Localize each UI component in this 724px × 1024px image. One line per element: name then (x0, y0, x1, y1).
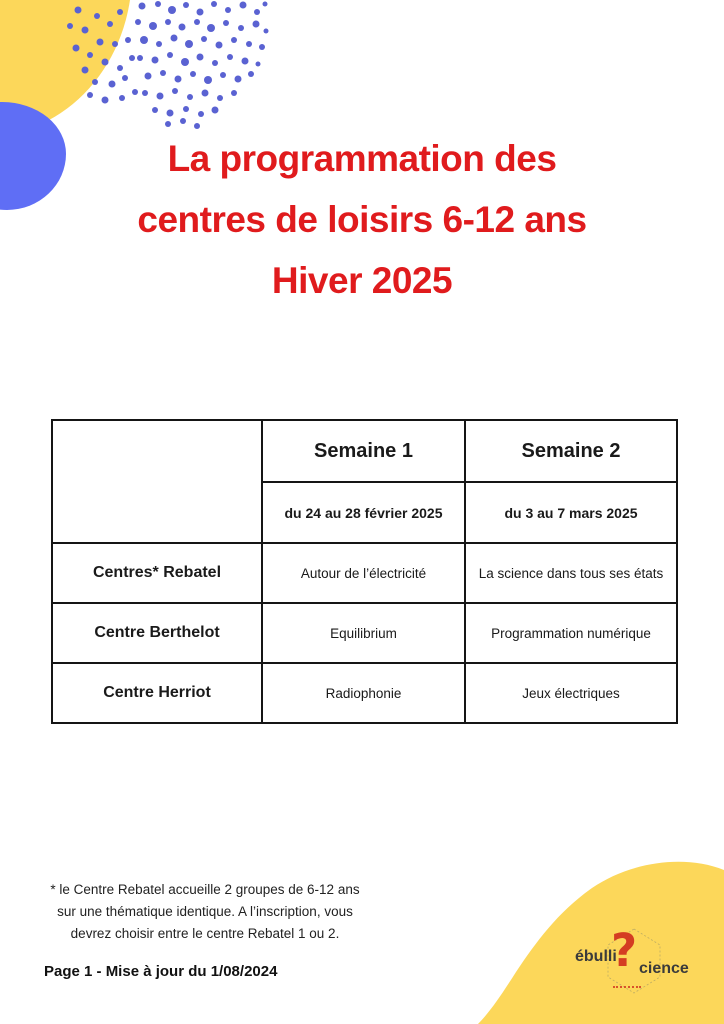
center-name: Centre Berthelot (52, 603, 262, 663)
activity-week2: La science dans tous ses états (465, 543, 677, 603)
activity-week2: Jeux électriques (465, 663, 677, 723)
ebulliscience-logo (575, 926, 705, 996)
logo-text-cience: cience (639, 960, 689, 977)
page-info: Page 1 - Mise à jour du 1/08/2024 (44, 963, 278, 980)
table-header-row-weeks (52, 420, 677, 482)
table-row-herriot (52, 663, 677, 723)
question-mark-icon: ? (611, 924, 638, 977)
table-row-berthelot (52, 603, 677, 663)
table-corner-cell (52, 420, 262, 543)
week-1-dates: du 24 au 28 février 2025 (262, 482, 465, 543)
footnote-line-3: devrez choisir entre le centre Rebatel 1 ou 2. (70, 926, 340, 941)
page-title (0, 128, 724, 311)
week-2-dates: du 3 au 7 mars 2025 (465, 482, 677, 543)
logo-text-ebulli: ébulli (575, 948, 617, 965)
activity-week1: Equilibrium (262, 603, 465, 663)
table-row-rebatel (52, 543, 677, 603)
page-title-line-3: Hiver 2025 (271, 260, 453, 301)
activity-week1: Radiophonie (262, 663, 465, 723)
schedule-table-container (51, 419, 678, 724)
footnote-line-2: sur une thématique identique. A l’inscription, vous (57, 904, 353, 919)
page-title-line-1: La programmation des (167, 138, 557, 179)
week-1-header: Semaine 1 (262, 420, 465, 482)
schedule-table (51, 419, 678, 724)
page-title-line-2: centres de loisirs 6-12 ans (137, 199, 587, 240)
activity-week1: Autour de l’électricité (262, 543, 465, 603)
center-name: Centre Herriot (52, 663, 262, 723)
activity-week2: Programmation numérique (465, 603, 677, 663)
center-name: Centres* Rebatel (52, 543, 262, 603)
footnote (42, 879, 368, 945)
week-2-header: Semaine 2 (465, 420, 677, 482)
footnote-line-1: * le Centre Rebatel accueille 2 groupes de 6-12 ans (50, 882, 360, 897)
logo-tagline-dots (613, 986, 641, 988)
